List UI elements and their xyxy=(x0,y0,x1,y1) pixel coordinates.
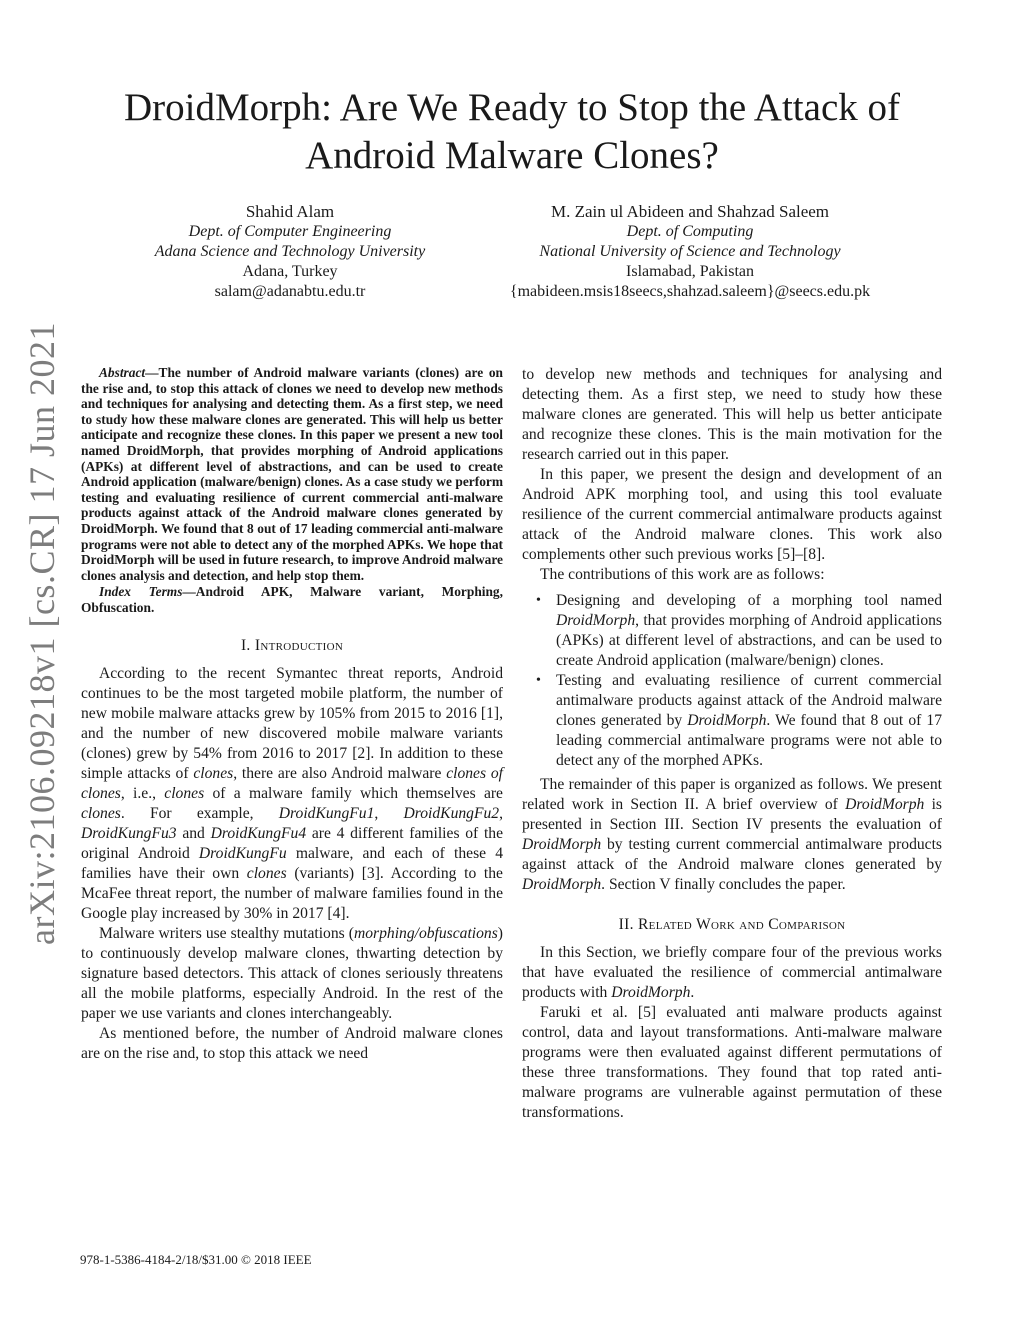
author-location: Islamabad, Pakistan xyxy=(626,263,754,280)
section-heading: II. Related Work and Comparison xyxy=(618,916,846,933)
abstract xyxy=(81,365,503,583)
index-terms-label: Index Terms xyxy=(99,584,183,600)
author-department: Dept. of Computing xyxy=(626,223,754,240)
copyright-footer: 978-1-5386-4184-2/18/$31.00 © 2018 IEEE xyxy=(80,1252,312,1267)
author-block-2 xyxy=(460,202,920,302)
list-item: • Designing and developing of a morphing tool named DroidMorph, that provides morphing of Android applications (APKs) at different level of abstractions, and can be used to create Android application (malware/benign) clones. xyxy=(536,592,942,669)
paragraph: Faruki et al. [5] evaluated anti malware products against control, data and layout transformations. Anti-malware malware programs were then evaluated against different permutations of these three transformations. They found that top rated anti-malware programs are vulnerable against permutation of these transformations. xyxy=(522,1004,942,1121)
author-location: Adana, Turkey xyxy=(242,263,338,280)
author-name: M. Zain ul Abideen and Shahzad Saleem xyxy=(550,202,830,221)
section-heading: I. Introduction xyxy=(240,636,344,654)
index-terms-text: —Android APK, Malware variant, Morphing, Obfuscation. xyxy=(81,584,503,615)
list-item: • Testing and evaluating resilience of current commercial antimalware products against attack of the Android malware clones generated by DroidMorph. We found that 8 out of 17 leading commercial antimalware programs were not able to detect any of the morphed APKs. xyxy=(536,672,942,769)
paragraph: According to the recent Symantec threat reports, Android continues to be the most targeted mobile platform, the number of new mobile malware attacks grew by 105% from 2015 to 2016 [1], and the number of new discovered mobile malware variants (clones) grew by 54% from 2016 to 2017 [2]. In addition to these simple attacks of clones, there are also Android malware clones of clones, i.e., clones of a malware family which themselves are clones. For example, DroidKungFu1, DroidKungFu2, DroidKungFu3 and DroidKungFu4 are 4 different families of the original Android DroidKungFu malware, and each of these 4 families have their own clones (variants) [3]. According to the McaFee threat report, the number of malware families found in the Google play increased by 30% in 2017 [4]. xyxy=(81,664,503,922)
index-terms xyxy=(81,584,503,615)
paragraph: In this Section, we briefly compare four of the previous works that have evaluated the resilience of commercial antimalware products with DroidMorph. xyxy=(522,944,942,1001)
author-university: Adana Science and Technology University xyxy=(154,243,426,260)
paragraph: The remainder of this paper is organized as follows. We present related work in Section II. A brief overview of DroidMorph is presented in Section III. Section IV presents the evaluation of DroidMorph by testing current commercial antimalware products against attack of the Android malware clones generated by DroidMorph. Section V finally concludes the paper. xyxy=(522,776,942,893)
paper-title: DroidMorph: Are We Ready to Stop the Attack of Android Malware Clones? xyxy=(123,86,901,177)
right-column xyxy=(522,365,942,1123)
paragraph: Malware writers use stealthy mutations (morphing/obfuscations) to continuously develop malware clones, thwarting detection by signature based detectors. This attack of clones seriously threatens all the mobile platforms, especially Android. In the rest of the paper we use variants and clones interchangeably. xyxy=(81,924,503,1022)
bullet-icon: • xyxy=(536,673,541,688)
paragraph: The contributions of this work are as follows: xyxy=(540,566,825,583)
abstract-label: Abstract xyxy=(99,365,146,380)
author-block-1 xyxy=(100,202,480,302)
paragraph: to develop new methods and techniques for analysing and detecting them. As a first step, we need to study how these malware clones are generated. This will help us better anticipate and recognize these clones. This is the main motivation for the research carried out in this paper. xyxy=(522,366,942,463)
contributions-list xyxy=(522,591,942,771)
bullet-icon: • xyxy=(536,593,541,608)
arxiv-identifier: arXiv:2106.09218v1 [cs.CR] 17 Jun 2021 xyxy=(22,322,62,945)
paragraph: As mentioned before, the number of Android malware clones are on the rise and, to stop this attack we need xyxy=(81,1024,503,1062)
abstract-text: —The number of Android malware variants (clones) are on the rise and, to stop this attack of clones we need to develop new methods and techniques for analysing and detecting them. As a first step, we need to study how these malware clones are generated. This will help us better anticipate and recognize these clones. In this paper we present a new tool named DroidMorph, that provides morphing of Android applications (APKs) at different level of abstractions, and can be used to create Android application (malware/benign) clones. As a case study we perform testing and evaluating resilience of current commercial anti-malware products against attack of the Android malware clones generated by DroidMorph. We found that 8 out of 17 leading commercial anti-malware programs were not able to detect any of the morphed APKs. We hope that DroidMorph will be used in future research, to improve Android malware clones analysis and detection, and help stop them. xyxy=(81,365,503,583)
author-university: National University of Science and Technology xyxy=(539,243,841,260)
left-column xyxy=(81,365,503,1064)
author-name: Shahid Alam xyxy=(245,202,335,221)
author-email: salam@adanabtu.edu.tr xyxy=(214,283,366,300)
author-email: {mabideen.msis18seecs,shahzad.saleem}@seecs.edu.pk xyxy=(509,283,871,300)
paragraph: In this paper, we present the design and development of an Android APK morphing tool, and using this tool evaluate resilience of the current commercial antimalware products against attack of the Android malware clones. This work also complements other such previous works [5]–[8]. xyxy=(522,466,942,563)
author-department: Dept. of Computer Engineering xyxy=(188,223,392,240)
